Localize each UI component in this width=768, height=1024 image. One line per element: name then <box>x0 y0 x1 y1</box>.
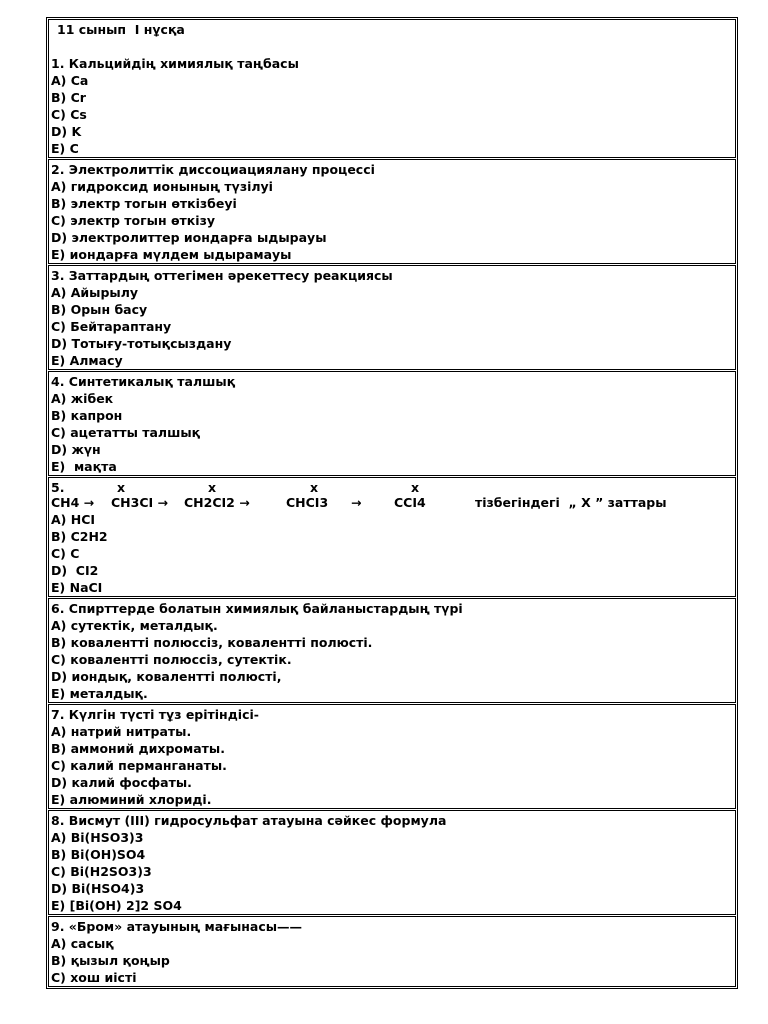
q5-chain-item: CH4 → <box>51 495 95 510</box>
q5-chain-item: CH3CI → <box>111 495 168 510</box>
question-6: 6. Спирттерде болатын химиялық байланыстардың түрі <box>51 601 463 616</box>
q5-option-d: D) CI2 <box>51 563 99 578</box>
q5-chain-item: CCI4 <box>394 495 426 510</box>
q2-option-b: B) электр тогын өткізбеуі <box>51 196 237 211</box>
q4-option-c: C) ацетатты талшық <box>51 425 201 440</box>
question-3: 3. Заттардың оттегімен әрекеттесу реакциясы <box>51 268 393 283</box>
q4-option-a: A) жібек <box>51 391 114 406</box>
q5-option-a: A) HCI <box>51 512 96 527</box>
q8-option-c: C) Bi(H2SO3)3 <box>51 864 152 879</box>
q2-option-c: C) электр тогын өткізу <box>51 213 215 228</box>
q9-option-c: C) хош иісті <box>51 970 137 985</box>
q3-option-e: E) Алмасу <box>51 353 123 368</box>
q8-option-a: A) Bi(HSO3)3 <box>51 830 144 845</box>
q1-option-c: C) Cs <box>51 107 87 122</box>
question-8-cell <box>48 810 736 915</box>
variant-title: 11 сынып І нұсқа <box>57 22 185 37</box>
q7-option-e: E) алюминий хлориді. <box>51 792 212 807</box>
q6-option-a: A) сутектік, металдық. <box>51 618 218 633</box>
q6-option-e: E) металдық. <box>51 686 148 701</box>
q5-chain-item: → <box>351 495 362 510</box>
q1-option-a: A) Ca <box>51 73 89 88</box>
header-cell <box>48 19 736 158</box>
test-sheet <box>46 17 738 989</box>
question-8: 8. Висмут (ІІІ) гидросульфат атауына сәйкес формула <box>51 813 447 828</box>
q3-option-a: A) Айырылу <box>51 285 139 300</box>
question-6-cell <box>48 598 736 703</box>
q7-option-b: B) аммоний дихроматы. <box>51 741 225 756</box>
q1-option-b: B) Cr <box>51 90 86 105</box>
q5-option-b: B) C2H2 <box>51 529 108 544</box>
question-7: 7. Күлгін түсті тұз ерітіндісі- <box>51 707 259 722</box>
q2-option-d: D) электролиттер иондарға ыдырауы <box>51 230 327 245</box>
q4-option-b: B) капрон <box>51 408 123 423</box>
question-1: 1. Кальцийдің химиялық таңбасы <box>51 56 299 71</box>
q5-x-mark: x <box>208 480 217 495</box>
question-9: 9. «Бром» атауының мағынасы—— <box>51 919 303 934</box>
q5-reaction-chain <box>51 494 734 511</box>
q5-option-e: E) NaCI <box>51 580 103 595</box>
q7-option-a: A) натрий нитраты. <box>51 724 192 739</box>
q2-option-a: A) гидроксид ионының түзілуі <box>51 179 273 194</box>
q2-option-e: E) иондарға мүлдем ыдырамауы <box>51 247 292 262</box>
q4-option-d: D) жүн <box>51 442 101 457</box>
q9-option-a: A) сасық <box>51 936 114 951</box>
q7-option-d: D) калий фосфаты. <box>51 775 192 790</box>
question-2: 2. Электролиттік диссоциациялану процессі <box>51 162 375 177</box>
q9-option-b: B) қызыл қоңыр <box>51 953 170 968</box>
question-3-cell <box>48 265 736 370</box>
question-4-cell <box>48 371 736 476</box>
q8-option-b: B) Bi(OH)SO4 <box>51 847 146 862</box>
q8-option-e: E) [Bi(OH) 2]2 SO4 <box>51 898 182 913</box>
q3-option-d: D) Тотығу-тотықсыздану <box>51 336 232 351</box>
blank-line <box>51 38 734 55</box>
q5-x-mark: x <box>310 480 319 495</box>
question-2-cell <box>48 159 736 264</box>
q5-x-mark: x <box>117 480 126 495</box>
q5-chain-item: CH2CI2 → <box>184 495 250 510</box>
q1-option-d: D) K <box>51 124 82 139</box>
q6-option-c: C) ковалентті полюссіз, сутектік. <box>51 652 292 667</box>
question-9-cell <box>48 916 736 987</box>
question-4: 4. Синтетикалық талшық <box>51 374 236 389</box>
question-5-number: 5. <box>51 480 65 495</box>
q5-x-mark: x <box>411 480 420 495</box>
q1-option-e: E) C <box>51 141 79 156</box>
q7-option-c: C) калий перманганаты. <box>51 758 227 773</box>
question-7-cell <box>48 704 736 809</box>
q5-chain-item: CHCI3 <box>286 495 329 510</box>
q5-chain-item: тізбегіндегі „ X ” заттары <box>475 495 667 510</box>
q6-option-d: D) иондық, ковалентті полюсті, <box>51 669 282 684</box>
q3-option-c: C) Бейтараптану <box>51 319 172 334</box>
q6-option-b: B) ковалентті полюссіз, ковалентті полюсті. <box>51 635 373 650</box>
q3-option-b: B) Орын басу <box>51 302 148 317</box>
q8-option-d: D) Bi(HSO4)3 <box>51 881 145 896</box>
question-5-cell <box>48 477 736 597</box>
q5-reagent-row <box>51 479 734 494</box>
q5-option-c: C) C <box>51 546 80 561</box>
q4-option-e: E) мақта <box>51 459 117 474</box>
